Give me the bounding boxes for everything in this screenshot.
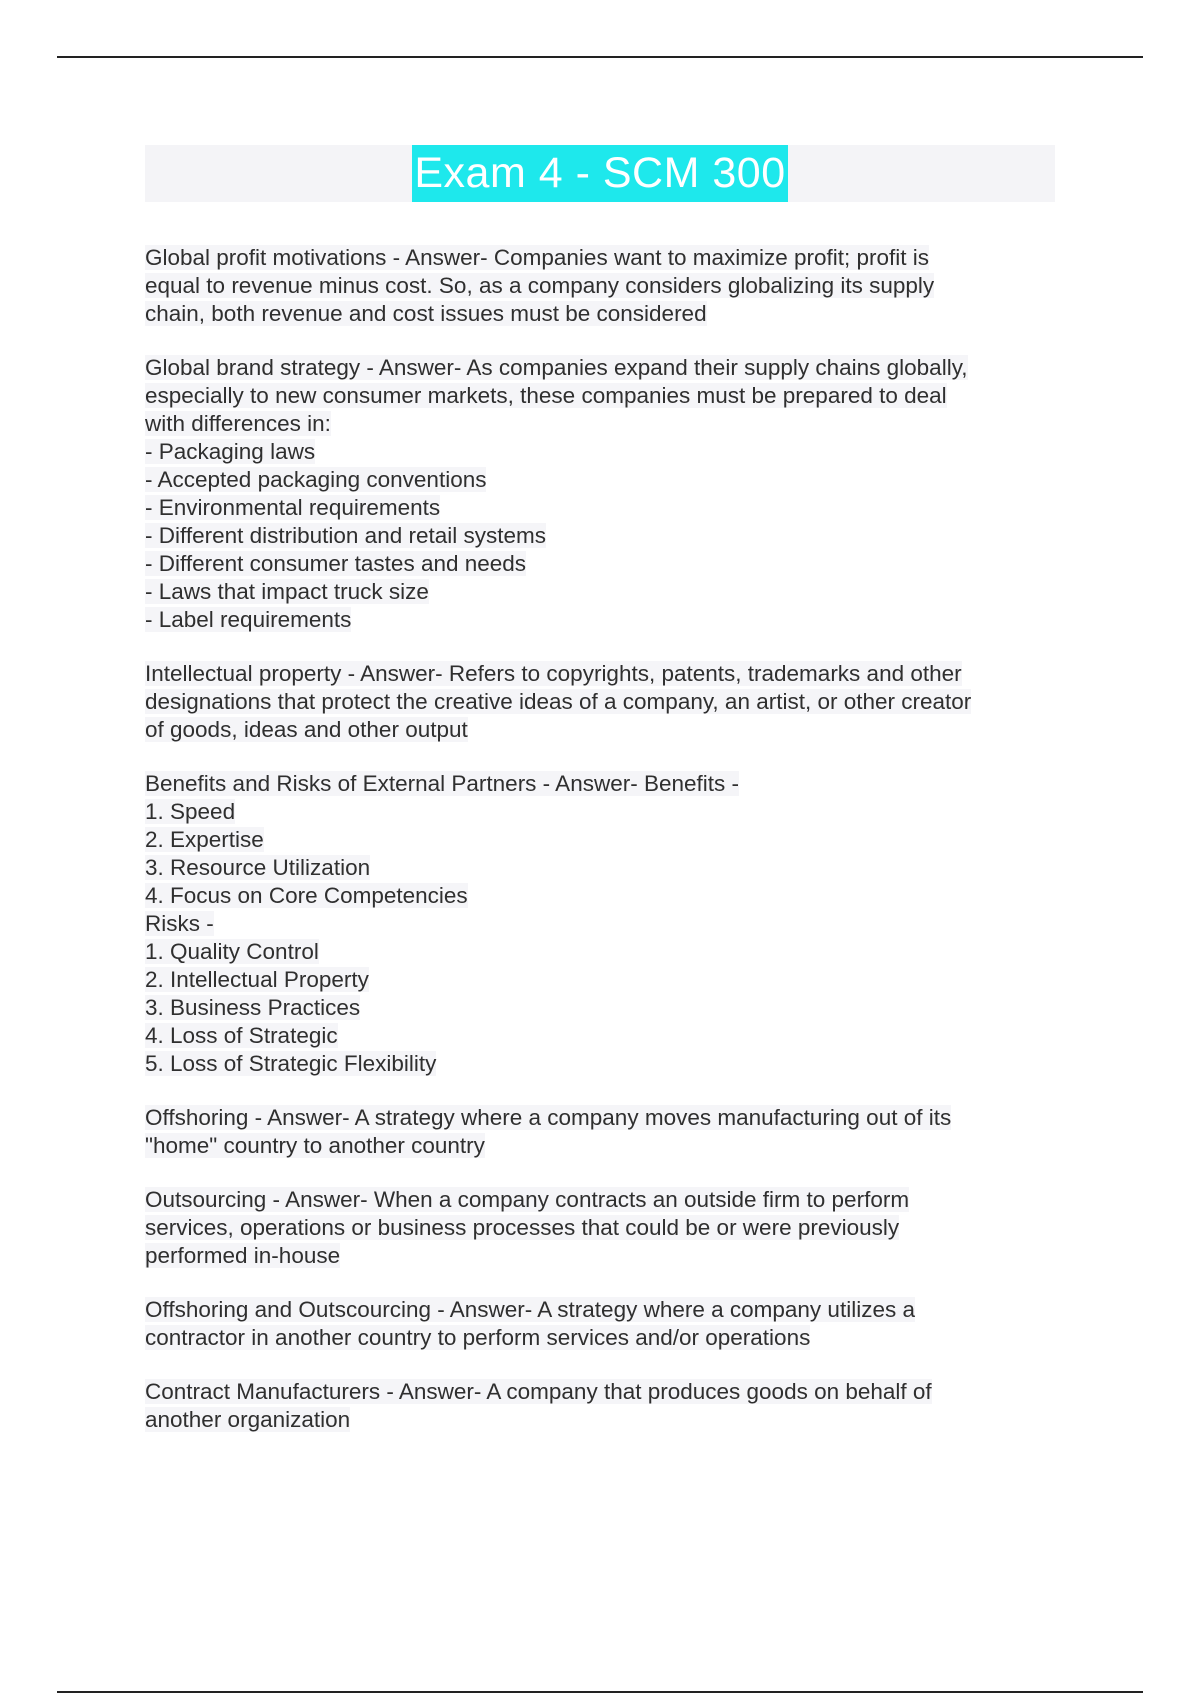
list-item: 3. Business Practices xyxy=(145,995,361,1020)
qa-entry-contract-manufacturers xyxy=(145,1378,1055,1434)
text-line: performed in-house xyxy=(145,1243,341,1268)
text-line: "home" country to another country xyxy=(145,1133,485,1158)
list-item: 4. Focus on Core Competencies xyxy=(145,883,468,908)
list-item: 1. Speed xyxy=(145,799,236,824)
text-line: of goods, ideas and other output xyxy=(145,717,468,742)
top-rule xyxy=(57,56,1143,58)
list-item: - Different distribution and retail systems xyxy=(145,523,547,548)
document-body xyxy=(145,244,1055,1460)
text-line: Contract Manufacturers - Answer- A company that produces goods on behalf of xyxy=(145,1379,932,1404)
text-line: chain, both revenue and cost issues must be considered xyxy=(145,301,707,326)
list-item: - Label requirements xyxy=(145,607,352,632)
text-line: Offshoring - Answer- A strategy where a company moves manufacturing out of its xyxy=(145,1105,952,1130)
text-line: Global profit motivations - Answer- Companies want to maximize profit; profit is xyxy=(145,245,930,270)
text-line: another organization xyxy=(145,1407,351,1432)
text-line: Intellectual property - Answer- Refers to copyrights, patents, trademarks and other xyxy=(145,661,962,686)
list-item: 2. Intellectual Property xyxy=(145,967,369,992)
qa-entry-offshoring-and-outsourcing xyxy=(145,1296,1055,1352)
text-line: designations that protect the creative ideas of a company, an artist, or other creator xyxy=(145,689,972,714)
text-line: Offshoring and Outscourcing - Answer- A strategy where a company utilizes a xyxy=(145,1297,915,1322)
title-band xyxy=(145,145,1055,202)
list-item: - Environmental requirements xyxy=(145,495,441,520)
list-item: 3. Resource Utilization xyxy=(145,855,371,880)
text-line: especially to new consumer markets, these companies must be prepared to deal xyxy=(145,383,947,408)
list-item: 4. Loss of Strategic xyxy=(145,1023,338,1048)
list-item: 2. Expertise xyxy=(145,827,264,852)
qa-entry-intellectual-property xyxy=(145,660,1055,744)
list-item: - Packaging laws xyxy=(145,439,316,464)
text-line: with differences in: xyxy=(145,411,331,436)
bottom-rule xyxy=(57,1691,1143,1693)
list-item: - Accepted packaging conventions xyxy=(145,467,487,492)
qa-entry-offshoring xyxy=(145,1104,1055,1160)
text-line: Risks - xyxy=(145,911,214,936)
list-item: - Laws that impact truck size xyxy=(145,579,429,604)
qa-entry-external-partners xyxy=(145,770,1055,1078)
text-line: equal to revenue minus cost. So, as a company considers globalizing its supply xyxy=(145,273,935,298)
page-title: Exam 4 - SCM 300 xyxy=(412,145,787,202)
text-line: Global brand strategy - Answer- As companies expand their supply chains globally, xyxy=(145,355,968,380)
text-line: Benefits and Risks of External Partners - Answer- Benefits - xyxy=(145,771,739,796)
list-item: 1. Quality Control xyxy=(145,939,319,964)
list-item: 5. Loss of Strategic Flexibility xyxy=(145,1051,437,1076)
qa-entry-global-brand-strategy xyxy=(145,354,1055,634)
text-line: services, operations or business processes that could be or were previously xyxy=(145,1215,900,1240)
text-line: Outsourcing - Answer- When a company contracts an outside firm to perform xyxy=(145,1187,910,1212)
list-item: - Different consumer tastes and needs xyxy=(145,551,527,576)
qa-entry-outsourcing xyxy=(145,1186,1055,1270)
qa-entry-global-profit-motivations xyxy=(145,244,1055,328)
text-line: contractor in another country to perform services and/or operations xyxy=(145,1325,811,1350)
